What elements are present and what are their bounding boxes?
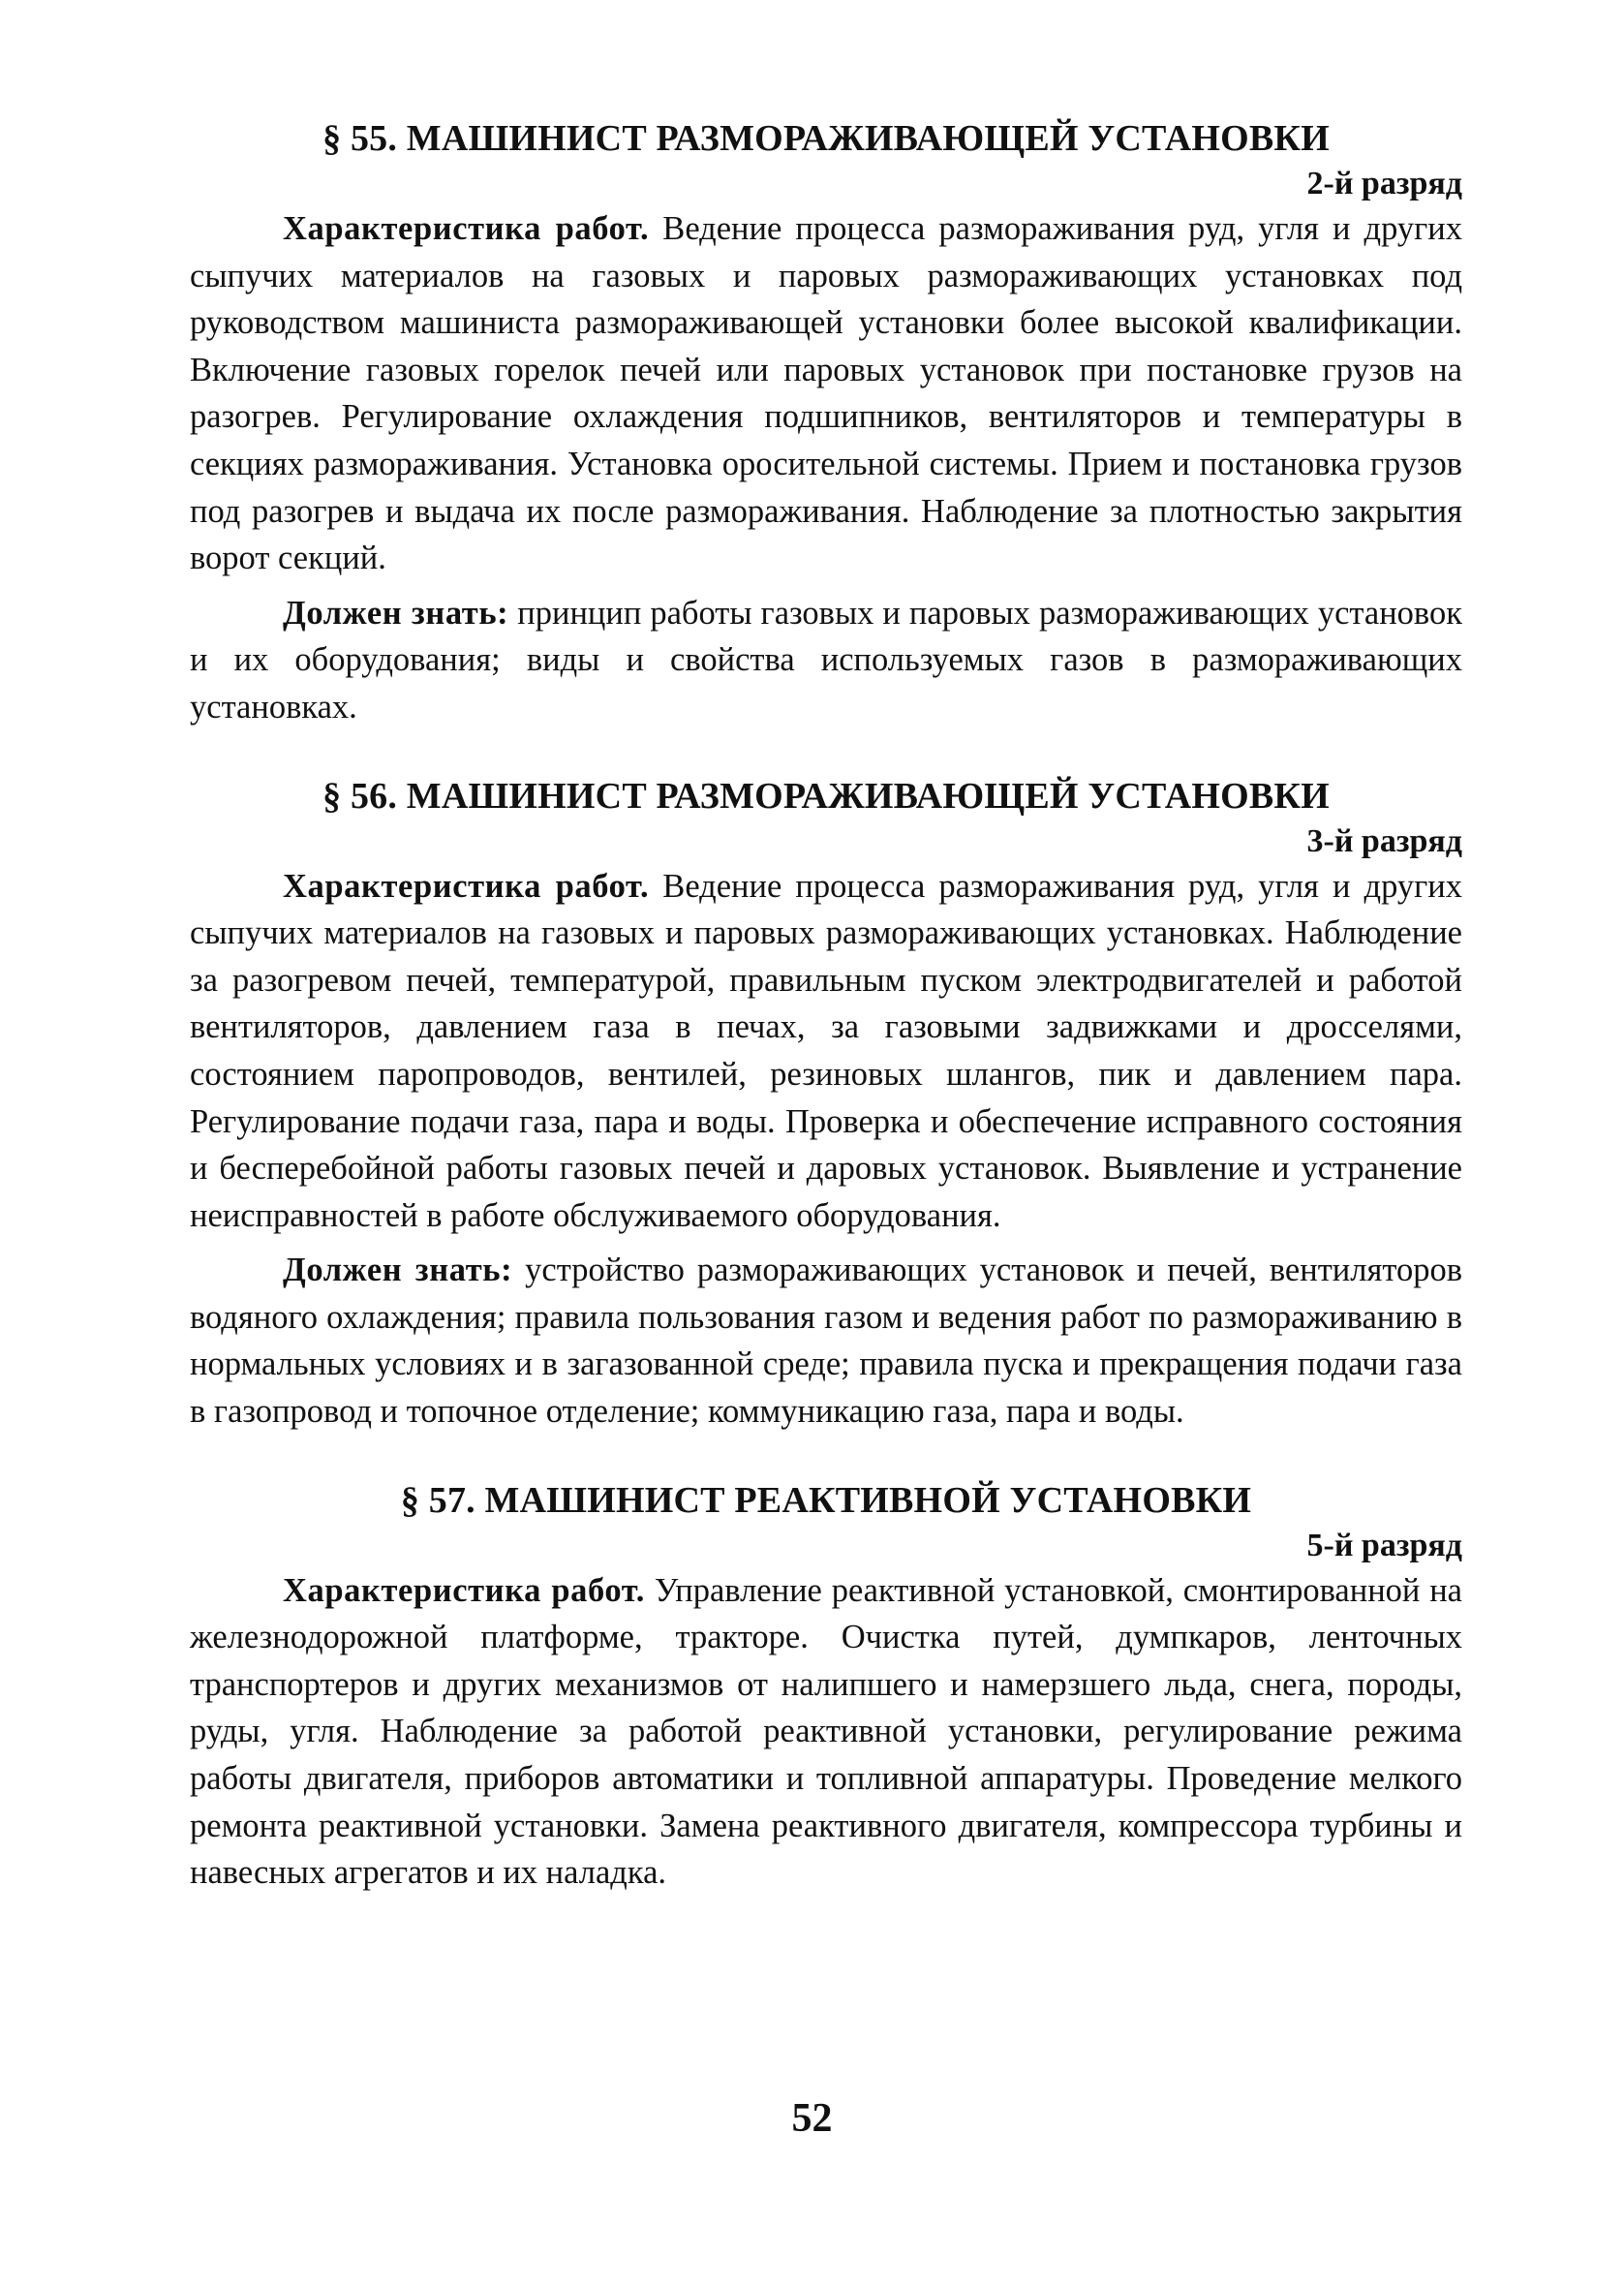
section-title: § 56. МАШИНИСТ РАЗМОРАЖИВАЮЩЕЙ УСТАНОВКИ	[322, 775, 1330, 817]
section-57	[190, 1478, 1462, 1897]
required-knowledge-label: Должен знать:	[283, 1252, 513, 1289]
work-characteristic-text: Ведение процесса размораживания руд, угля и других сыпучих материалов на газовых и паровых размораживающих установках. Наблюдение за разогревом печей, температурой, правильным пуском электродвигателей и работой вентиляторов, давлением газа в печах, за газовыми задвижками и дросселями, состоянием паропроводов, вентилей, резиновых шлангов, пик и давлением пара. Регулирование подачи газа, пара и воды. Проверка и обеспечение исправного состояния и бесперебойной работы газовых печей и даровых установок. Выявление и устранение неисправностей в работе обслуживаемого оборудования.	[190, 867, 1462, 1234]
section-grade: 5-й разряд	[1306, 1527, 1462, 1563]
work-characteristic-text: Управление реактивной установкой, смонтированной на железнодорожной платформе, тракторе. Очистка путей, думпкаров, ленточных транспортеров и других механизмов от налипшего и намерзшего льда, снега, породы, руды, угля. Наблюдение за работой реактивной установки, регулирование режима работы двигателя, приборов автоматики и топливной аппаратуры. Проведение мелкого ремонта реактивной установки. Замена реактивного двигателя, компрессора турбины и навесных агрегатов и их наладка.	[190, 1571, 1462, 1892]
section-55	[190, 116, 1462, 731]
work-characteristic-paragraph	[190, 205, 1462, 582]
section-title: § 57. МАШИНИСТ РЕАКТИВНОЙ УСТАНОВКИ	[400, 1479, 1252, 1521]
required-knowledge-label: Должен знать:	[283, 594, 509, 632]
section-grade: 3-й разряд	[1306, 822, 1462, 859]
work-characteristic-label: Характеристика работ.	[283, 1571, 645, 1609]
work-characteristic-label: Характеристика работ.	[283, 867, 650, 905]
work-characteristic-label: Характеристика работ.	[283, 210, 650, 247]
required-knowledge-paragraph	[190, 590, 1462, 731]
section-title: § 55. МАШИНИСТ РАЗМОРАЖИВАЮЩЕЙ УСТАНОВКИ	[322, 118, 1330, 159]
required-knowledge-paragraph	[190, 1247, 1462, 1435]
work-characteristic-text: Ведение процесса размораживания руд, угля и других сыпучих материалов на газовых и паровых размораживающих установках под руководством машиниста размораживающей установки более высокой квалификации. Включение газовых горелок печей или паровых установок при постановке грузов на разогрев. Регулирование охлаждения подшипников, вентиляторов и температуры в секциях размораживания. Установка оросительной системы. Прием и постановка грузов под разогрев и выдача их после размораживания. Наблюдение за плотностью закрытия ворот секций.	[190, 210, 1462, 577]
section-grade: 2-й разряд	[1306, 166, 1462, 201]
page-number: 52	[791, 2096, 833, 2141]
section-56	[190, 774, 1462, 1436]
document-page	[190, 116, 1462, 1897]
required-knowledge-text: принцип работы газовых и паровых размораживающих установок и их оборудования; виды и свойства используемых газов в размораживающих установках.	[190, 594, 1462, 726]
work-characteristic-paragraph	[190, 863, 1462, 1240]
required-knowledge-text: устройство размораживающих установок и печей, вентиляторов водяного охлаждения; правила пользования газом и ведения работ по размораживанию в нормальных условиях и в загазованной среде; правила пуска и прекращения подачи газа в газопровод и топочное отделение; коммуникацию газа, пара и воды.	[190, 1252, 1462, 1431]
work-characteristic-paragraph	[190, 1567, 1462, 1897]
